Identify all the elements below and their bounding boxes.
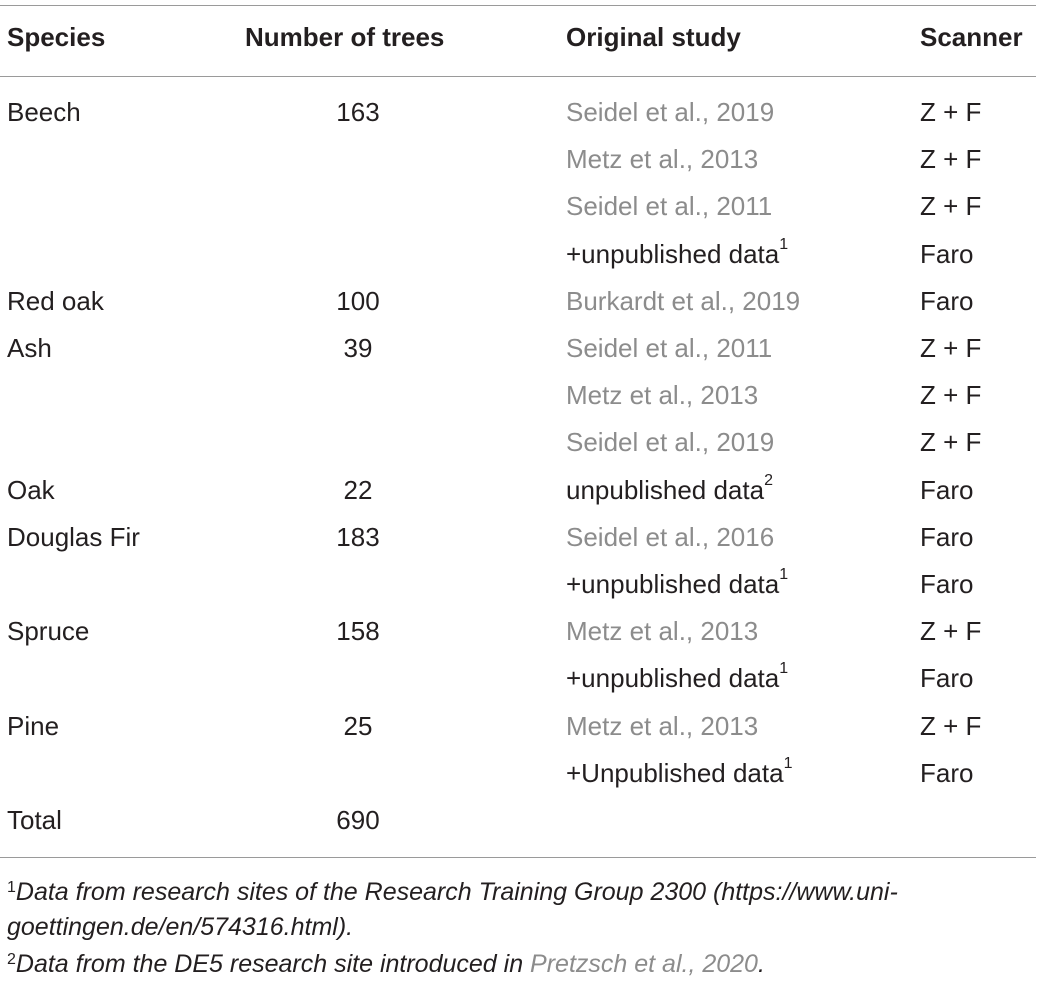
footnote-marker: 2	[764, 471, 773, 489]
table-row	[0, 193, 1040, 240]
species-cell: Ash	[7, 333, 52, 363]
number-of-trees-cell: 183	[336, 521, 380, 552]
footnote-2	[7, 947, 765, 981]
footnote-2-end: .	[757, 950, 765, 978]
footnote-2-reference-link[interactable]: Pretzsch et al., 2020	[530, 950, 758, 978]
table-row	[0, 521, 1040, 571]
scanner-cell: Faro	[920, 757, 974, 788]
header-original-study: Original study	[566, 22, 741, 52]
number-of-trees-cell: 163	[336, 97, 380, 127]
table-row	[0, 99, 1040, 146]
original-study-cell	[566, 566, 789, 599]
original-study-cell[interactable]	[566, 710, 759, 741]
scanner-cell: Faro	[920, 474, 974, 505]
footnote-marker: 1	[779, 566, 789, 583]
number-of-trees-cell: 22	[343, 474, 373, 505]
table-row	[0, 429, 1040, 476]
study-reference-link[interactable]: Seidel et al., 2019	[566, 97, 775, 127]
study-reference-link[interactable]: Seidel et al., 2011	[566, 191, 773, 222]
original-study-cell	[566, 235, 789, 269]
scanner-cell: Faro	[920, 663, 974, 694]
number-of-trees-cell: 158	[336, 616, 380, 647]
bottom-rule	[0, 857, 1036, 858]
top-rule	[0, 5, 1036, 6]
table-row	[0, 618, 1040, 665]
species-cell: Oak	[7, 474, 55, 505]
footnote-2-text: Data from the DE5 research site introduced in	[15, 950, 531, 978]
footnote-1-line1: Data from research sites of the Research Training Group 2300 (https://www.uni-	[15, 878, 898, 906]
table-row	[0, 335, 1040, 382]
original-study-cell[interactable]	[566, 99, 774, 125]
scanner-cell: Faro	[920, 521, 974, 552]
table-row	[0, 807, 1040, 854]
scanner-cell: Z + F	[920, 144, 982, 175]
header-rule	[0, 76, 1036, 77]
scanner-cell: Faro	[920, 569, 974, 599]
species-cell: Douglas Fir	[7, 521, 140, 552]
original-study-cell[interactable]	[566, 616, 759, 647]
table-row	[0, 566, 1040, 618]
table-row	[0, 382, 1040, 429]
scanner-cell: Z + F	[920, 427, 982, 458]
study-text: +unpublished data	[566, 663, 780, 694]
study-reference-link[interactable]: Metz et al., 2013	[566, 616, 759, 647]
number-of-trees-cell: 690	[336, 805, 380, 835]
scanner-cell: Z + F	[920, 710, 982, 741]
footnote-1	[7, 875, 898, 909]
scanner-cell: Z + F	[920, 333, 982, 363]
table-row	[0, 235, 1040, 288]
table-row	[0, 754, 1040, 807]
footnote-1-marker: 1	[7, 879, 16, 896]
study-reference-link[interactable]: Metz et al., 2013	[566, 710, 759, 741]
table-row	[0, 710, 1040, 760]
header-number-of-trees: Number of trees	[245, 22, 445, 52]
footnote-marker: 1	[783, 754, 793, 772]
original-study-cell[interactable]	[566, 144, 759, 175]
species-cell: Red oak	[7, 285, 104, 316]
study-text: unpublished data	[566, 474, 765, 505]
footnote-2-marker: 2	[7, 951, 16, 968]
study-reference-link[interactable]: Metz et al., 2013	[566, 144, 759, 175]
study-reference-link[interactable]: Seidel et al., 2016	[566, 521, 775, 552]
table-row	[0, 146, 1040, 193]
original-study-cell[interactable]	[566, 380, 759, 411]
scanner-cell: Z + F	[920, 380, 982, 411]
table-row	[0, 471, 1040, 524]
scanner-cell: Z + F	[920, 616, 982, 647]
original-study-cell[interactable]	[566, 521, 775, 552]
species-cell: Pine	[7, 710, 60, 741]
original-study-cell[interactable]	[566, 427, 775, 458]
table-row	[0, 660, 1040, 712]
table-row	[0, 285, 1040, 335]
species-cell: Spruce	[7, 616, 90, 647]
number-of-trees-cell: 25	[343, 710, 373, 741]
original-study-cell	[566, 660, 789, 694]
footnote-1-line2: goettingen.de/en/574316.html).	[7, 913, 354, 941]
species-cell: Beech	[7, 97, 81, 127]
scanner-cell: Z + F	[920, 191, 982, 222]
footnote-1-continued	[7, 910, 353, 944]
study-reference-link[interactable]: Burkardt et al., 2019	[566, 285, 801, 316]
original-study-cell[interactable]	[566, 335, 772, 361]
study-reference-link[interactable]: Metz et al., 2013	[566, 380, 759, 411]
species-cell: Total	[7, 805, 62, 835]
header-scanner: Scanner	[920, 22, 1023, 52]
study-text: +Unpublished data	[566, 757, 784, 788]
header-species: Species	[7, 22, 106, 52]
study-reference-link[interactable]: Seidel et al., 2011	[566, 333, 773, 363]
footnote-marker: 1	[779, 235, 789, 253]
original-study-cell[interactable]	[566, 191, 773, 222]
original-study-cell	[566, 471, 773, 505]
number-of-trees-cell: 100	[336, 285, 380, 316]
scanner-cell: Faro	[920, 285, 974, 316]
study-reference-link[interactable]: Seidel et al., 2019	[566, 427, 775, 458]
original-study-cell	[566, 754, 793, 788]
study-text: +unpublished data	[566, 569, 780, 599]
scanner-cell: Z + F	[920, 97, 982, 127]
number-of-trees-cell: 39	[343, 333, 373, 363]
study-text: +unpublished data	[566, 238, 780, 269]
original-study-cell[interactable]	[566, 285, 801, 316]
scanner-cell: Faro	[920, 238, 974, 269]
footnote-marker: 1	[779, 660, 789, 678]
